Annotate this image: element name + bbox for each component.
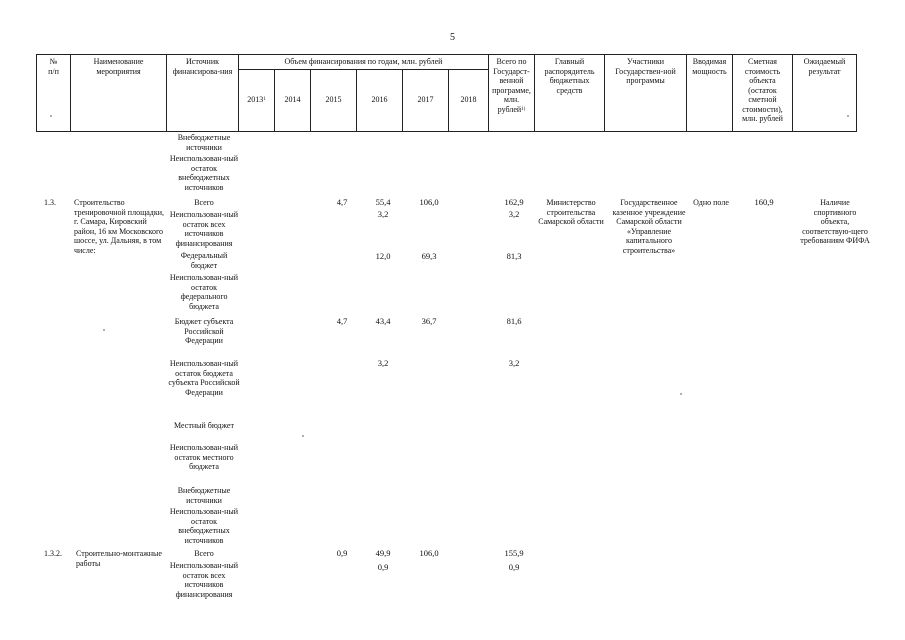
- header-capacity: Вводимая мощность: [687, 55, 733, 132]
- header-year-2015: 2015: [311, 69, 357, 131]
- source-cell: Внебюджетные источники: [177, 133, 231, 152]
- value-2016: 43,4: [375, 316, 391, 326]
- header-year-2016: 2016: [357, 69, 403, 131]
- table-header: [36, 54, 857, 132]
- item-name: Строительно-монтажные работы: [76, 549, 162, 568]
- header-result: Ожидаемый результат: [793, 55, 857, 132]
- value-2017: 106,0: [419, 548, 439, 558]
- value-2015: 0,9: [336, 548, 348, 558]
- source-cell: Федеральный бюджет: [180, 251, 228, 270]
- source-cell: Неиспользован-ный остаток федерального бюджета: [169, 273, 239, 311]
- value-total: 81,6: [506, 316, 522, 326]
- participants-cell: Государственное казенное учреждение Самарской области «Управление капитального строительства»: [612, 198, 686, 255]
- source-cell: Неиспользован-ный остаток всех источников финансирования: [169, 561, 239, 599]
- source-cell: Бюджет субъекта Российской Федерации: [174, 317, 234, 345]
- item-name: Строительство тренировочной площадки, г. Самара, Кировский район, 16 км Московского шоссе, ул. Дальняя, в том числе:: [74, 198, 165, 255]
- header-num: № п/п: [37, 55, 71, 132]
- value-total: 3,2: [508, 209, 520, 219]
- value-2016: 12,0: [375, 251, 391, 261]
- source-cell: Неиспользован-ный остаток внебюджетных источников: [169, 154, 239, 192]
- capacity-cell: Одно поле: [693, 198, 729, 207]
- header-year-2017: 2017: [403, 69, 449, 131]
- value-2015: 4,7: [336, 197, 348, 207]
- value-2016: 3,2: [377, 209, 389, 219]
- item-number: 1.3.2.: [44, 549, 62, 558]
- scan-speck: [847, 115, 849, 117]
- value-total: 162,9: [504, 197, 524, 207]
- value-2015: 4,7: [336, 316, 348, 326]
- manager-cell: Министерство строительства Самарской области: [538, 198, 604, 226]
- source-cell: Местный бюджет: [174, 421, 234, 430]
- source-cell: Неиспользован-ный остаток бюджета субъекта Российской Федерации: [168, 359, 240, 397]
- value-2016: 55,4: [375, 197, 391, 207]
- header-manager: Главный распорядитель бюджетных средств: [535, 55, 605, 132]
- header-participants: Участники Государствен-ной программы: [605, 55, 687, 132]
- value-total: 3,2: [508, 358, 520, 368]
- scan-speck: [680, 393, 682, 395]
- source-cell: Неиспользован-ный остаток внебюджетных источников: [169, 507, 239, 545]
- scan-speck: [103, 329, 105, 331]
- header-financing: Объем финансирования по годам, млн. рублей: [239, 55, 489, 70]
- header-source: Источник финансирова-ния: [167, 55, 239, 132]
- value-2016: 0,9: [377, 562, 389, 572]
- scan-speck: [50, 115, 52, 117]
- header-cost: Сметная стоимость объекта (остаток сметной стоимости), млн. рублей: [733, 55, 793, 132]
- result-cell: Наличие спортивного объекта, соответствую-щего требованиям ФИФА: [800, 198, 870, 245]
- source-cell: Неиспользован-ный остаток местного бюджета: [169, 443, 239, 471]
- value-2017: 36,7: [421, 316, 437, 326]
- value-2016: 49,9: [375, 548, 391, 558]
- item-number: 1.3.: [44, 198, 56, 207]
- header-year-2013: 2013$^1$: [239, 69, 275, 131]
- cost-cell: 160,9: [754, 197, 774, 207]
- header-year-2014: 2014: [275, 69, 311, 131]
- header-year-2018: 2018: [449, 69, 489, 131]
- source-cell: Неиспользован-ный остаток всех источников финансирования: [169, 210, 239, 248]
- scan-speck: [302, 435, 304, 437]
- source-cell: Внебюджетные источники: [177, 486, 231, 505]
- header-name: Наименование мероприятия: [71, 55, 167, 132]
- value-total: 81,3: [506, 251, 522, 261]
- source-cell: Всего: [194, 549, 214, 558]
- value-total: 0,9: [508, 562, 520, 572]
- value-2017: 69,3: [421, 251, 437, 261]
- source-cell: Всего: [194, 198, 214, 207]
- page-number: 5: [450, 32, 455, 43]
- value-total: 155,9: [504, 548, 524, 558]
- value-2016: 3,2: [377, 358, 389, 368]
- header-total: Всего по Государст-венной программе, млн. рублей$^{1)}$: [489, 55, 535, 132]
- value-2017: 106,0: [419, 197, 439, 207]
